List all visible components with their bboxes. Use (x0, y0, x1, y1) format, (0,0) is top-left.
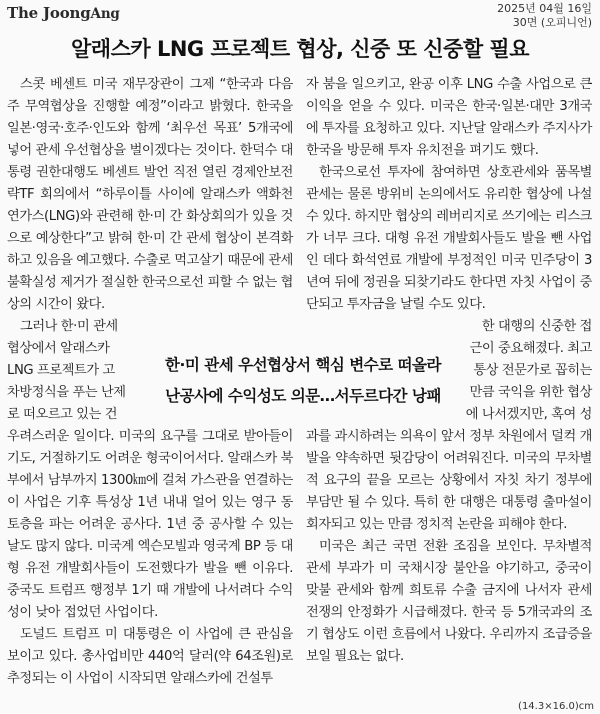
right-paragraph-2: 한국으로선 투자에 참여하면 상호관세와 품목별 관세는 물론 방위비 논의에서도 유리한 협상에 나설 수 있다. 하지만 협상의 레버리지로 쓰기에는 리스크가 너무 크다. 대형 유전 개발회사들도 발을 뺀 사업인 데다 화석연료 개발에 부정적인 미국 민주당이 3년여 뒤에 정권을 되찾기라도 한다면 자칫 사업이 중단되고 투자금을 날릴 수도 있다. (306, 165, 592, 312)
right-paragraph-3-line-4: 만큼 국익을 위한 협상 (469, 385, 592, 400)
editorial-headline: 알래스카 LNG 프로젝트 협상, 신중 또 신중할 필요 (71, 37, 529, 61)
clipping-size: (14.3×16.0)cm (518, 701, 594, 712)
left-paragraph-2-line-1: 그러나 한·미 관세 (20, 319, 118, 334)
left-paragraph-2-line-3: LNG 프로젝트가 고 (7, 363, 115, 378)
right-paragraph-3-line-1: 한 대행의 신중한 접 (481, 319, 592, 334)
pull-quote (164, 350, 442, 412)
left-paragraph-2-line-5: 로 떠오르고 있는 건 (7, 407, 118, 422)
left-paragraph-2-line-2: 협상에서 알래스카 (7, 341, 110, 356)
page-section: 30면 (오피니언) (512, 16, 592, 29)
publication-info (497, 2, 592, 30)
right-paragraph-1: 자 붐을 일으키고, 완공 이후 LNG 수출 사업으로 큰 이익을 얻을 수 있다. 미국은 한국·일본·대만 3개국에 투자를 요청하고 있다. 지난달 알래스카 주지사가 한국을 방문해 투자 유치전을 펴기도 했다. (306, 77, 592, 158)
pull-quote-line-1: 한·미 관세 우선협상서 핵심 변수로 떠올라 (165, 356, 441, 374)
right-paragraph-4: 미국은 최근 국면 전환 조짐을 보인다. 무차별적 관세 부과가 미 국채시장 불안을 야기하고, 중국이 맞불 관세와 함께 희토류 수출 금지에 나서자 관세 전쟁의 안정화가 시급해졌다. 한국 등 5개국과의 조기 협상도 이런 흐름에서 나왔다. 우리까지 조급증을 보일 필요는 없다. (306, 539, 592, 664)
logo-tail: Ang (90, 6, 120, 22)
logo-main: The Joong (7, 4, 91, 22)
left-paragraph-2-line-4: 차방정식을 푸는 난제 (7, 385, 126, 400)
left-paragraph-2-rest: 우려스러운 일이다. 미국의 요구를 그대로 받아들이기도, 거절하기도 어려운 형국이어서다. 알래스카 북부에서 남부까지 1300㎞에 걸쳐 가스관을 연결하는 이 사업은 기후 특성상 1년 내내 얼어 있는 영구 동토층을 파는 어려운 공사다. 1년 중 공사할 수 있는 날도 많지 않다. 미국계 엑슨모빌과 영국계 BP 등 대형 유전 개발회사들이 도전했다가 발을 뺀 이유다. 중국도 트럼프 행정부 1기 때 개발에 나서려다 수익성이 낮아 접었던 사업이다. (7, 429, 293, 620)
pull-quote-line-2: 난공사에 수익성도 의문…서두르다간 낭패 (165, 387, 441, 405)
right-paragraph-3-line-5: 에 나서겠지만, 혹여 성 (465, 407, 592, 422)
newspaper-logo (7, 4, 120, 22)
publication-date: 2025년 04월 16일 (497, 2, 592, 15)
left-paragraph-1: 스콧 베센트 미국 재무장관이 그제 “한국과 다음 주 무역협상을 진행할 예정”이라고 밝혔다. 한국을 일본·영국·호주·인도와 함께 ‘최우선 목표’ 5개국에 넣어 관세 우선협상을 벌이겠다는 것이다. 한덕수 대통령 권한대행도 베센트 발언 직전 열린 경제안보전략TF 회의에서 “하루이틀 사이에 알래스카 액화천연가스(LNG)와 관련해 한·미 간 화상회의가 있을 것으로 예상한다”고 밝혀 한·미 간 관세 협상이 본격화하고 있음을 예고했다. 수출로 먹고살기 때문에 관세 불확실성 제거가 절실한 한국으로선 피할 수 없는 협상의 시간이 왔다. (7, 77, 293, 312)
right-paragraph-3-line-2: 근이 중요해졌다. 최고 (469, 341, 592, 356)
left-paragraph-3: 도널드 트럼프 미 대통령은 이 사업에 큰 관심을 보이고 있다. 총사업비만 440억 달러(약 64조원)로 추정되는 이 사업이 시작되면 알래스카에 건설투 (7, 627, 293, 686)
right-paragraph-3-line-3: 통상 전문가로 꼽히는 (473, 363, 592, 378)
right-paragraph-3-rest: 과를 과시하려는 의욕이 앞서 정부 차원에서 덜컥 개발을 약속하면 뒷감당이 어려워진다. 미국의 무차별적 요구의 끝을 모르는 상황에서 자칫 차기 정부에 부담만 될 수 있다. 특히 한 대행은 대통령 출마설이 회자되고 있는 만큼 정치적 논란을 피해야 한다. (306, 429, 592, 532)
